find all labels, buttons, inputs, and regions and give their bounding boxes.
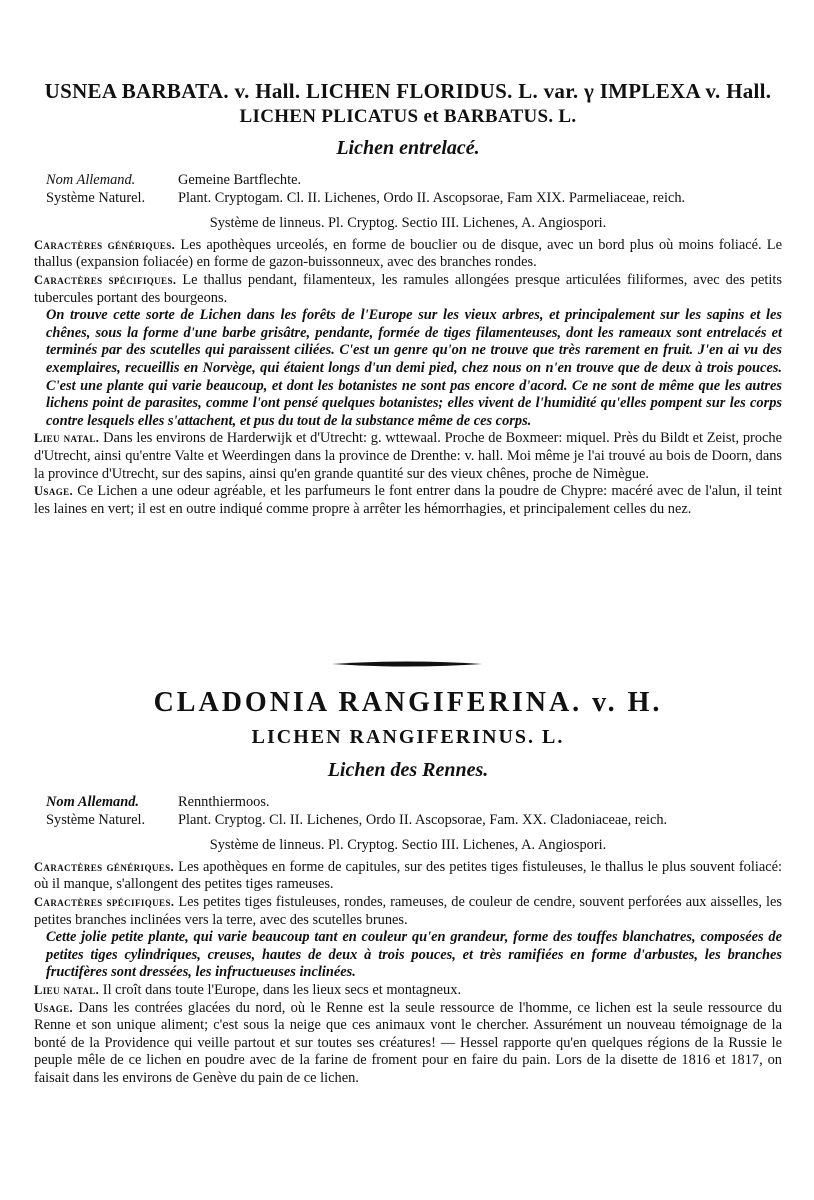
common-name: Lichen entrelacé. bbox=[336, 137, 480, 159]
entry-title-line1: USNEA BARBATA. v. Hall. LICHEN FLORIDUS. L. var. γ IMPLEXA v. Hall. bbox=[44, 79, 772, 103]
entry-title-line2: LICHEN RANGIFERINUS. L. bbox=[251, 726, 565, 748]
usage-text: Dans les contrées glacées du nord, où le Renne est la seule ressource de l'homme, ce lichen est la seule ressource du Renne et son unique aliment; c'est sous la neige que ces animaux vont le chercher. Assurément un nouveau témoignage de la bonté de la Providence qui veille partout et sur toutes ses créatures! — Hessel rapporte qu'en quelques régions de la Russie le peuple mêle de ce lichen en poudre avec de la farine de froment pour en faire du pain. Lors de la disette de 1816 et 1817, on faisait dans les environs de Genève du pain de ce lichen. bbox=[34, 999, 782, 1086]
caracteres-generiques bbox=[34, 859, 782, 894]
caracteres-generiques-label: Caractères génériques. bbox=[34, 237, 176, 252]
lieu-natal-label: Lieu natal. bbox=[34, 431, 100, 446]
caracteres-specifiques-text: Le thallus pendant, filamenteux, les ramules allongées presque articulées filiformes, avec des petits tubercules portant des bourgeons. bbox=[34, 271, 782, 306]
entry-usnea-barbata bbox=[34, 78, 782, 518]
systeme-naturel-row bbox=[34, 190, 782, 208]
systeme-linneus: Système de linneus. Pl. Cryptog. Sectio III. Lichenes, A. Angiospori. bbox=[209, 837, 607, 854]
entry-title-line2: LICHEN PLICATUS et BARBATUS. L. bbox=[239, 106, 577, 127]
caracteres-specifiques-label: Caractères spécifiques. bbox=[34, 272, 177, 287]
lieu-natal bbox=[34, 430, 782, 483]
common-name: Lichen des Rennes. bbox=[327, 759, 489, 781]
systeme-naturel-value: Plant. Cryptogam. Cl. II. Lichenes, Ordo II. Ascopsorae, Fam XIX. Parmeliaceae, reich. bbox=[178, 189, 686, 206]
caracteres-specifiques bbox=[34, 272, 782, 307]
caracteres-specifiques bbox=[34, 894, 782, 929]
names-block bbox=[34, 172, 782, 207]
systeme-naturel-row bbox=[34, 812, 782, 830]
lieu-natal-text: Il croît dans toute l'Europe, dans les lieux secs et montagneux. bbox=[102, 981, 462, 998]
description: Cette jolie petite plante, qui varie beaucoup tant en couleur qu'en grandeur, forme des touffes blanchatres, composées de petites tiges cylindriques, creuses, hautes de deux à trois pouces, et très ramifiées en forme d'arbustes, les branches fructifères sont dressées, les infructueuses inclinées. bbox=[46, 929, 782, 981]
nom-allemand-label: Nom Allemand. bbox=[46, 172, 136, 188]
usage-label: Usage. bbox=[34, 484, 74, 499]
caracteres-generiques-text: Les apothèques en forme de capitules, sur des petites tiges fistuleuses, le thallus le plus souvent foliacé: où il manque, s'allongent des petites tiges rameuses. bbox=[34, 858, 782, 893]
lieu-natal-text: Dans les environs de Harderwijk et d'Utrecht: g. wttewaal. Proche de Boxmeer: miquel. Près du Bildt et Zeist, proche d'Utrecht, ainsi qu'entre Valte et Weerdingen dans la province de Drenthe: v. hall. Moi même je l'ai trouvé au bois de Doorn, dans la province d'Utrecht, sur des sapins, ainsi qu'en grande quantité sur des vieux chênes, proche de Nimègue. bbox=[34, 430, 782, 482]
entry-body bbox=[34, 237, 782, 519]
usage bbox=[34, 483, 782, 518]
usage bbox=[34, 1000, 782, 1088]
nom-allemand-row bbox=[34, 172, 782, 190]
nom-allemand-row bbox=[34, 794, 782, 812]
systeme-linneus: Système de linneus. Pl. Cryptog. Sectio III. Lichenes, A. Angiospori. bbox=[209, 215, 607, 232]
caracteres-generiques-label: Caractères génériques. bbox=[34, 859, 175, 874]
caracteres-generiques-text: Les apothèques urceolés, en forme de bouclier ou de disque, avec un bord plus où moins foliacé. Le thallus (expansion foliacée) en forme de gazon-buissonneux, avec des branches rondes. bbox=[34, 236, 782, 271]
caracteres-specifiques-label: Caractères spécifiques. bbox=[34, 894, 175, 909]
nom-allemand-value: Gemeine Bartflechte. bbox=[178, 172, 302, 188]
entry-title-line1: CLADONIA RANGIFERINA. v. H. bbox=[153, 687, 663, 718]
nom-allemand-label: Nom Allemand. bbox=[46, 794, 140, 810]
entry-body bbox=[34, 859, 782, 1088]
lieu-natal-label: Lieu natal. bbox=[34, 982, 100, 997]
caracteres-specifiques-text: Les petites tiges fistuleuses, rondes, rameuses, de couleur de cendre, souvent perforées aux aisselles, les petites branches inclinées vers la terre, avec des scutelles brunes. bbox=[34, 893, 782, 928]
systeme-naturel-label: Système Naturel. bbox=[46, 189, 146, 206]
caracteres-generiques bbox=[34, 237, 782, 272]
usage-label: Usage. bbox=[34, 1000, 74, 1015]
systeme-naturel-value: Plant. Cryptog. Cl. II. Lichenes, Ordo II. Ascopsorae, Fam. XX. Cladoniaceae, reich. bbox=[178, 811, 668, 828]
description: On trouve cette sorte de Lichen dans les forêts de l'Europe sur les vieux arbres, et principalement sur les sapins et les chênes, sous la forme d'une barbe grisâtre, pendante, formée de tiges filamenteuses, dont les rameaux sont entrelacés et terminés par des scutelles qui paraissent ciliées. C'est un genre qu'on ne trouve que très rarement en fruit. J'en ai vu des exemplaires, recueillis en Norvège, qui étaient longs d'un demi pied, chez nous on n'en trouve que de deux à trois pouces. C'est une plante qui varie beaucoup, et dont les botanistes ne sont pas encore d'acord. Ce ne sont de même que les autres lichens point de parasites, comme l'ont pensé quelques botanistes; elles vivent de l'humidité qu'elles pompent sur les corps contre lesquels elles s'attachent, et pus du tout de la substance même de ces corps. bbox=[46, 307, 782, 429]
usage-text: Ce Lichen a une odeur agréable, et les parfumeurs le font entrer dans la poudre de Chypre: macéré avec de l'alun, il teint les laines en vert; il est en outre indiqué comme propre à arrêter les hémorrhagies, et principalement celles du nez. bbox=[34, 483, 782, 517]
lieu-natal bbox=[34, 982, 782, 1000]
systeme-naturel-label: Système Naturel. bbox=[46, 811, 146, 828]
names-block bbox=[34, 794, 782, 829]
entry-cladonia-rangiferina bbox=[34, 686, 782, 1088]
section-divider bbox=[332, 660, 482, 668]
nom-allemand-value: Rennthiermoos. bbox=[178, 794, 270, 810]
